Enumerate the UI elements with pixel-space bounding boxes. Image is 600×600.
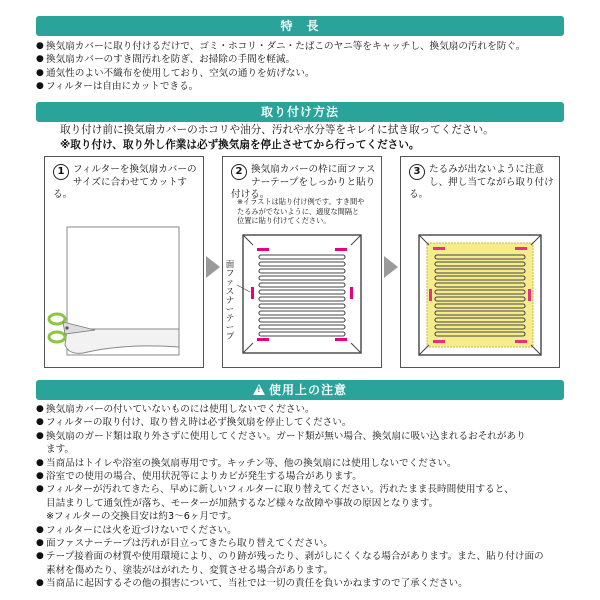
step-2-panel bbox=[222, 156, 382, 368]
list-item: ● フィルターが汚れてきたら、早めに新しいフィルターに取り替えてください。汚れたまま長時間使用すると、 目詰まりして通気性が落ち、モーターが加熱するなど様々な故障や事故の原因となります。 ※フィルターの交換目安は約3～6ヶ月です。 bbox=[36, 483, 566, 523]
filter-attached-illustration bbox=[401, 157, 561, 369]
step-1-text: フィルターを換気扇カバーのサイズに合わせてカットする。 bbox=[53, 164, 197, 200]
list-item: ● 換気扇カバーに取り付けるだけで、ゴミ・ホコリ・ダニ・たばこのヤニ等をキャッチし、換気扇の汚れを防ぐ。 bbox=[36, 40, 566, 53]
features-title: 特 長 bbox=[280, 19, 320, 33]
list-item: ● 換気扇カバーのすき間汚れを防ぎ、お掃除の手間を軽減。 bbox=[36, 53, 566, 66]
vent-cover-illustration bbox=[223, 157, 383, 369]
cautions-header bbox=[36, 380, 564, 400]
step-3-panel bbox=[400, 156, 560, 368]
install-intro-warning: ※取り付け、取り外し作業は必ず換気扇を停止させてから行ってください。 bbox=[60, 139, 420, 151]
step-3-text: たるみが出ないように注意し、押し当てながら取り付ける。 bbox=[409, 164, 554, 200]
list-item: ● 通気性のよい不織布を使用しており、空気の通りを妨げない。 bbox=[36, 67, 566, 80]
step-1-number: 1 bbox=[53, 164, 69, 180]
list-item: ● フィルターは自由にカットできる。 bbox=[36, 80, 566, 93]
install-header bbox=[36, 102, 564, 122]
cautions-list bbox=[36, 403, 566, 591]
velcro-tape-label: 面ファスナーテープ bbox=[225, 260, 235, 342]
warning-icon bbox=[253, 384, 265, 395]
step-2-note: ※イラストは貼り付け例です。すき間や たるみがでないように、適度な間隔と 位置に貼り付けてください。 bbox=[237, 197, 365, 225]
arrow-icon bbox=[206, 256, 220, 278]
list-item: ● 浴室での使用の場合、使用状況等によりカビが発生する場合があります。 bbox=[36, 470, 566, 483]
list-item: ● フィルターには火を近づけないでください。 bbox=[36, 524, 566, 537]
list-item: ● 換気扇カバーの付いていないものには使用しないでください。 bbox=[36, 403, 566, 416]
step-2-text: 換気扇カバーの枠に面ファスナーテープをしっかりと貼り付ける。 bbox=[231, 164, 376, 200]
install-intro-line: 取り付け前に換気扇カバーのホコリや油分、汚れや水分等をキレイに拭き取ってください。 bbox=[60, 124, 494, 136]
features-list bbox=[36, 40, 566, 94]
install-intro bbox=[60, 123, 560, 153]
list-item: ● 当商品はトイレや浴室の換気扇専用です。キッチン等、他の換気扇には使用しないでください。 bbox=[36, 457, 566, 470]
step-1-panel bbox=[44, 156, 204, 368]
step-3-number: 3 bbox=[409, 164, 425, 180]
cautions-title: 使用上の注意 bbox=[268, 383, 347, 397]
install-title: 取り付け方法 bbox=[260, 105, 339, 119]
features-header bbox=[36, 16, 564, 36]
filter-cut-illustration bbox=[45, 157, 205, 369]
arrow-icon bbox=[384, 256, 398, 278]
list-item: ● テープ接着面の材質や使用環境により、のり跡が残ったり、剥がしにくくなる場合があります。また、貼り付け面の 素材を傷めたり、塗装がはがれたり、変質させる場合があります。 bbox=[36, 550, 566, 577]
list-item: ● 面ファスナーテープは汚れが目立ってきたら取り替えてください。 bbox=[36, 537, 566, 550]
list-item: ● 当商品に起因するその他の損害について、当社では一切の責任を負いかねますので了承ください。 bbox=[36, 577, 566, 590]
step-2-number: 2 bbox=[231, 164, 247, 180]
list-item: ● フィルターの取り付け、取り替え時は必ず換気扇を停止してください。 bbox=[36, 416, 566, 429]
list-item: ● 換気扇のガード類は取り外さずに使用してください。ガード類が無い場合、換気扇に吸い込まれるおそれがあり ます。 bbox=[36, 430, 566, 457]
